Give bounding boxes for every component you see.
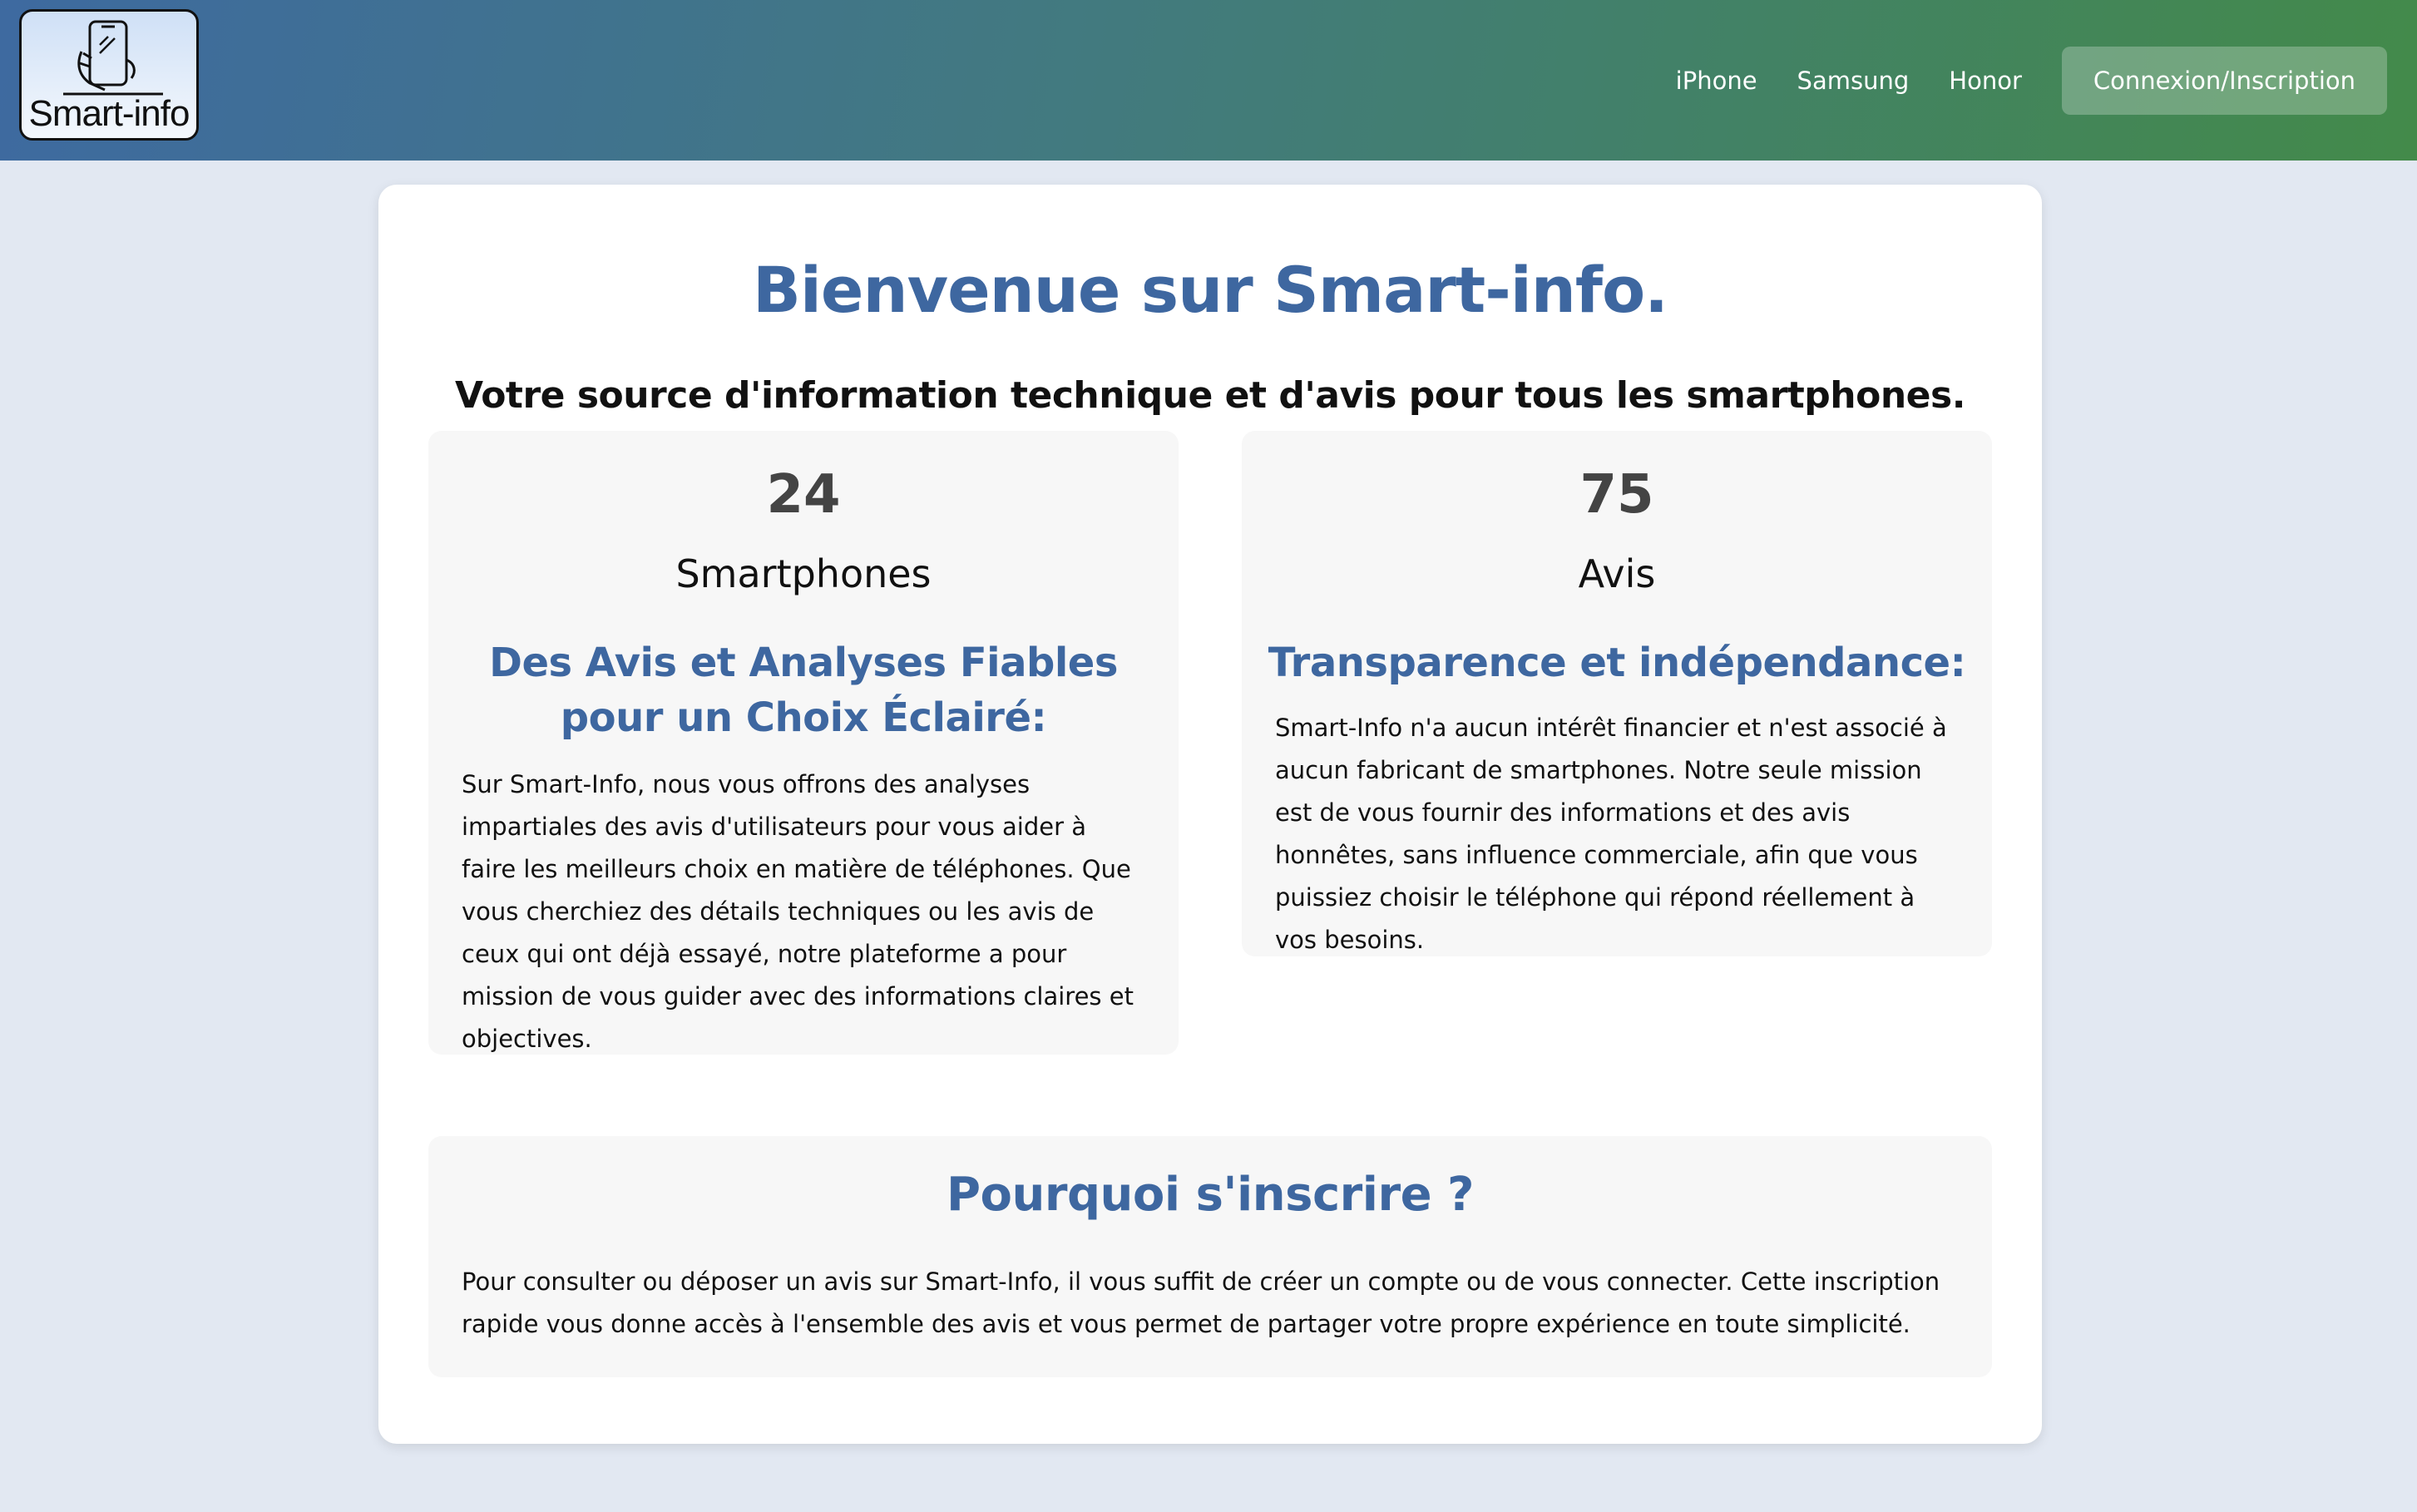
reliable-reviews-heading: Des Avis et Analyses Fiables pour un Choix Éclairé: [489,640,1118,741]
reliable-reviews-text: Sur Smart-Info, nous vous offrons des analyses impartiales des avis d'utilisateurs pour vous aider à faire les meilleurs choix en matière de téléphones. Que vous cherchiez des détails techniques ou les avis de ceux qui ont déjà essayé, notre plateforme a pour mission de vous guider avec des informations claires et objectives. [462,770,1134,1053]
smartphones-count: 24 [766,464,841,526]
nav-link-samsung[interactable]: Samsung [1797,66,1910,95]
stat-panel-reviews [1242,431,1992,956]
main-card [378,185,2042,1444]
transparency-heading: Transparence et indépendance: [1268,640,1966,686]
reviews-count: 75 [1579,464,1654,526]
transparency-text: Smart-Info n'a aucun intérêt financier et n'est associé à aucun fabricant de smartphones. Notre seule mission est de vous fournir des informations et des avis honnêtes, sans influence commerciale, afin que vous puissiez choisir le téléphone qui répond réellement à vos besoins. [1275,714,1947,954]
hand-phone-icon [63,17,163,96]
reviews-label: Avis [1578,551,1656,596]
login-signup-button[interactable]: Connexion/Inscription [2062,47,2387,115]
site-header [0,0,2417,161]
why-register-text: Pour consulter ou déposer un avis sur Smart-Info, il vous suffit de créer un compte ou de vous connecter. Cette inscription rapide vous donne accès à l'ensemble des avis et vous permet de partager votre propre expérience en toute simplicité. [462,1267,1940,1338]
stat-panel-smartphones [428,431,1179,1055]
smartphones-label: Smartphones [675,551,932,596]
page-title: Bienvenue sur Smart-info. [752,253,1668,327]
logo-text: Smart-info [28,93,190,134]
site-logo[interactable] [19,9,199,141]
why-register-heading: Pourquoi s'inscrire ? [946,1168,1475,1222]
why-register-panel [428,1136,1992,1377]
nav-link-honor[interactable]: Honor [1949,66,2022,95]
main-nav [1636,0,2387,161]
nav-link-iphone[interactable]: iPhone [1675,66,1757,95]
page-subtitle: Votre source d'information technique et d'avis pour tous les smartphones. [455,374,1965,417]
